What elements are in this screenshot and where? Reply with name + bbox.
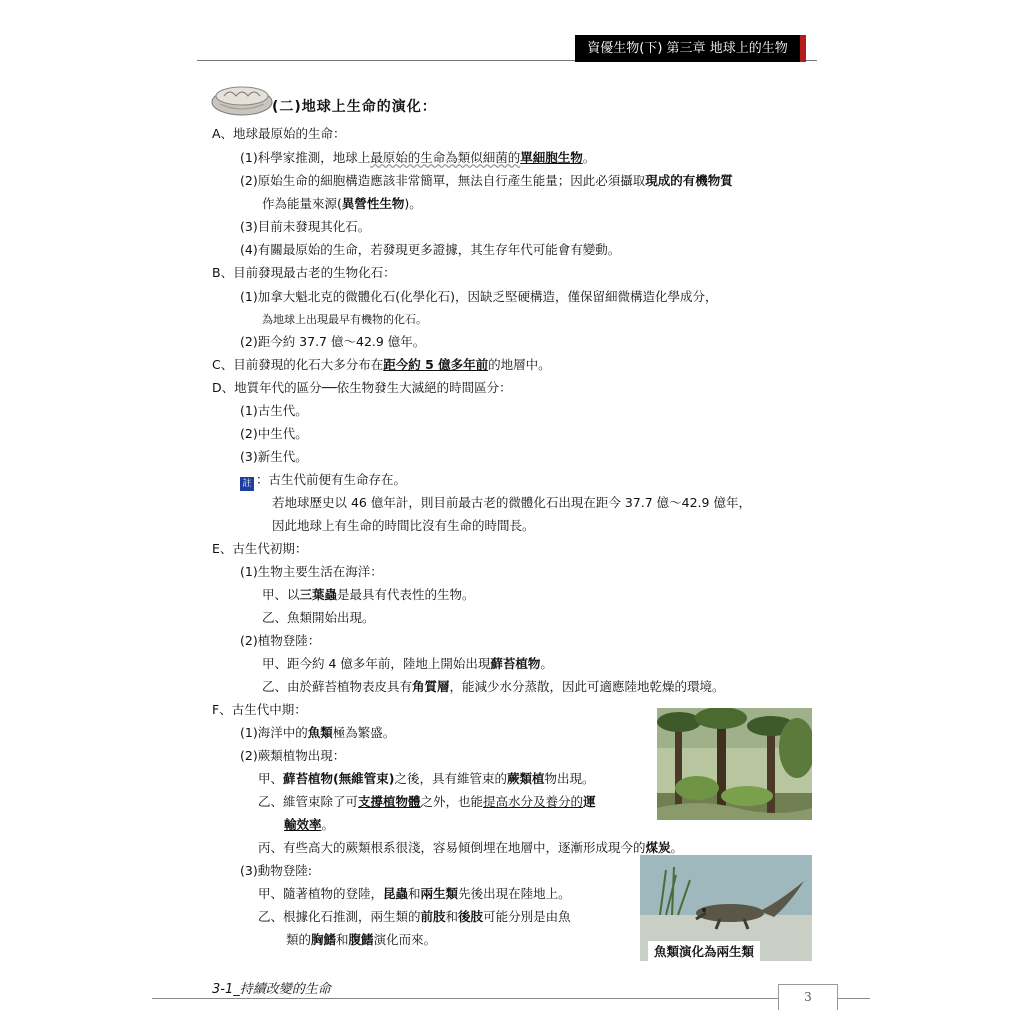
section-title: (二)地球上生命的演化： <box>272 99 437 115</box>
header-title: 資優生物(下) 第三章 地球上的生物 <box>575 35 806 62</box>
footer-rule <box>152 998 870 999</box>
D-note-2: 若地球歷史以 46 億年計，則目前最古老的微體化石出現在距今 37.7 億～42.9 億年， <box>272 495 751 510</box>
F-sub-3b-cont: 類的胸鰭和腹鰭演化而來。 <box>286 932 437 947</box>
E-sub-1a: 甲、以三葉蟲是最具有代表性的生物。 <box>262 587 475 602</box>
D-heading: D、地質年代的區分──依生物發生大滅絕的時間區分： <box>212 380 512 395</box>
A-item-2-cont: 作為能量來源(異營性生物)。 <box>262 196 422 211</box>
F-sub-2a: 甲、蘚苔植物(無維管束)之後，具有維管束的蕨類植物出現。 <box>258 771 595 786</box>
B-item-1-cont: 為地球上出現最早有機物的化石。 <box>262 313 427 326</box>
E-sub-2: (2)植物登陸： <box>240 633 321 648</box>
A-item-1: (1)科學家推測，地球上最原始的生命為類似細菌的單細胞生物。 <box>240 150 596 165</box>
F-sub-2b-cont: 輸效率。 <box>284 817 335 832</box>
C-line: C、目前發現的化石大多分布在距今約 5 億多年前的地層中。 <box>212 357 551 372</box>
E-sub-2a: 甲、距今約 4 億多年前，陸地上開始出現蘚苔植物。 <box>262 656 553 671</box>
D-item-1: (1)古生代。 <box>240 403 308 418</box>
E-heading: E、古生代初期： <box>212 541 308 556</box>
B-item-2: (2)距今約 37.7 億～42.9 億年。 <box>240 334 426 349</box>
F-sub-2c: 丙、有些高大的蕨類根系很淺，容易傾倒埋在地層中，逐漸形成現今的煤炭。 <box>258 840 684 855</box>
B-heading: B、目前發現最古老的生物化石： <box>212 265 396 280</box>
D-note: 註 ：古生代前便有生命存在。 <box>240 472 406 491</box>
figure-caption: 魚類演化為兩生類 <box>648 941 760 961</box>
A-heading: A、地球最原始的生命： <box>212 126 346 141</box>
E-sub-2b: 乙、由於蘚苔植物表皮具有角質層，能減少水分蒸散，因此可適應陸地乾燥的環境。 <box>262 679 725 694</box>
note-badge-icon: 註 <box>240 477 254 491</box>
footer-title: 3-1_持續改變的生命 <box>212 982 331 997</box>
fossil-bowl-icon <box>210 76 274 118</box>
F-sub-1: (1)海洋中的魚類極為繁盛。 <box>240 725 396 740</box>
F-sub-3: (3)動物登陸: <box>240 863 312 878</box>
F-sub-3b: 乙、根據化石推測，兩生類的前肢和後肢可能分別是由魚 <box>258 909 571 924</box>
page-number: 3 <box>778 984 838 1010</box>
A-item-2: (2)原始生命的細胞構造應該非常簡單，無法自行產生能量；因此必須攝取現成的有機物質 <box>240 173 733 188</box>
E-sub-1b: 乙、魚類開始出現。 <box>262 610 375 625</box>
D-note-3: 因此地球上有生命的時間比沒有生命的時間長。 <box>272 518 535 533</box>
A-item-4: (4)有關最原始的生命，若發現更多證據，其生存年代可能會有變動。 <box>240 242 621 257</box>
A-item-3: (3)目前未發現其化石。 <box>240 219 371 234</box>
D-item-2: (2)中生代。 <box>240 426 308 441</box>
F-sub-2b: 乙、維管束除了可支撐植物體之外，也能提高水分及養分的運 <box>258 794 596 809</box>
D-item-3: (3)新生代。 <box>240 449 308 464</box>
B-item-1: (1)加拿大魁北克的微體化石(化學化石)，因缺乏堅硬構造，僅保留細微構造化學成分， <box>240 289 718 304</box>
F-heading: F、古生代中期： <box>212 702 307 717</box>
F-sub-3a: 甲、隨著植物的登陸，昆蟲和兩生類先後出現在陸地上。 <box>258 886 571 901</box>
fern-forest-image <box>657 708 812 820</box>
F-sub-2: (2)蕨類植物出現： <box>240 748 346 763</box>
E-sub-1: (1)生物主要生活在海洋： <box>240 564 383 579</box>
